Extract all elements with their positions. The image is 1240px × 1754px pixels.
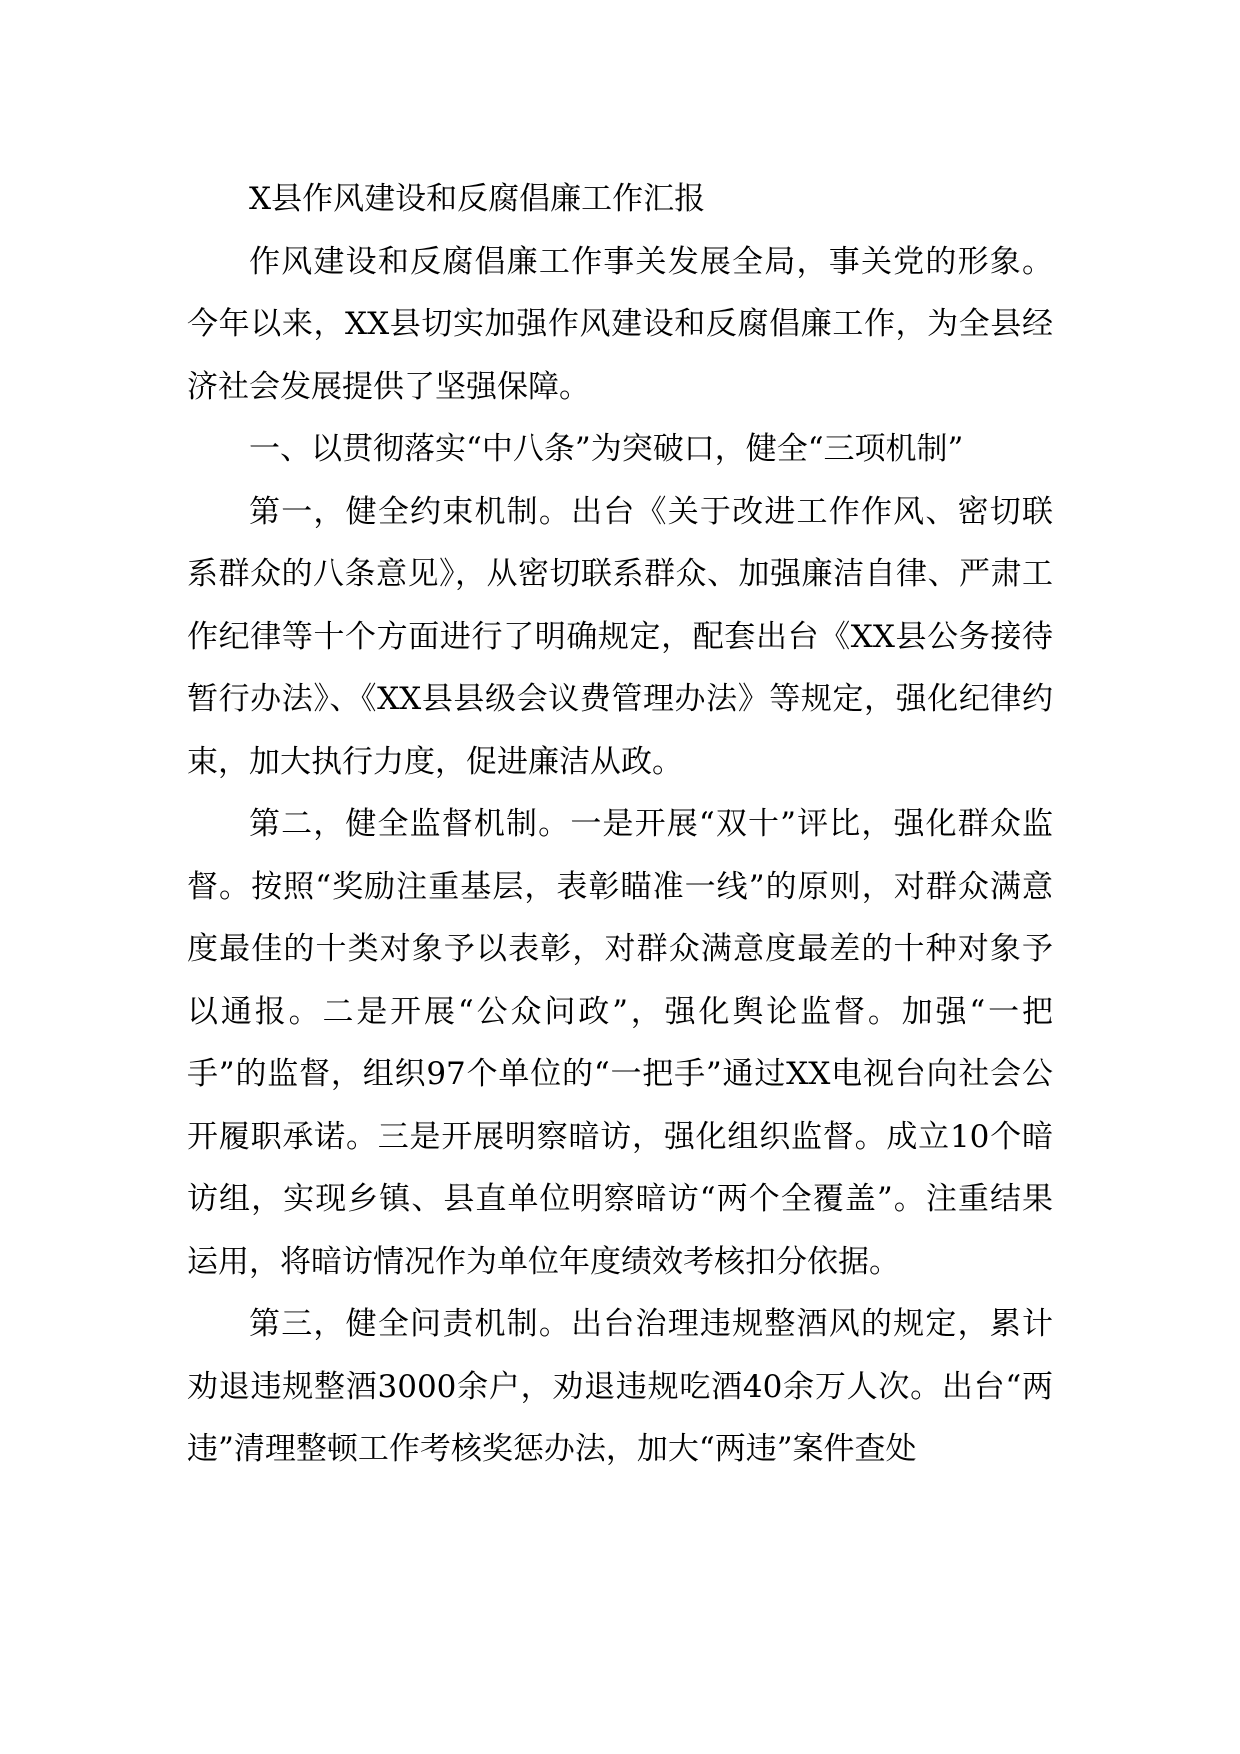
- document-title: X县作风建设和反腐倡廉工作汇报: [249, 181, 706, 217]
- paragraph-supervision-mechanism: 第二，健全监督机制。一是开展“双十”评比，强化群众监督。按照“奖励注重基层，表彰瞄准一线”的原则，对群众满意度最佳的十类对象予以表彰，对群众满意度最差的十种对象予以通报。二是开展“公众问政”，强化舆论监督。加强“一把手”的监督，组织97个单位的“一把手”通过XX电视台向社会公开履职承诺。三是开展明察暗访，强化组织监督。成立10个暗访组，实现乡镇、县直单位明察暗访“两个全覆盖”。注重结果运用，将暗访情况作为单位年度绩效考核扣分依据。: [187, 806, 1053, 1280]
- paragraph-accountability-mechanism: 第三，健全问责机制。出台治理违规整酒风的规定，累计劝退违规整酒3000余户，劝退违规吃酒40余万人次。出台“两违”清理整顿工作考核奖惩办法，加大“两违”案件查处: [187, 1306, 1053, 1467]
- section-heading-one: 一、以贯彻落实“中八条”为突破口，健全“三项机制”: [249, 431, 964, 467]
- paragraph-constraint-mechanism: 第一，健全约束机制。出台《关于改进工作作风、密切联系群众的八条意见》，从密切联系群众、加强廉洁自律、严肃工作纪律等十个方面进行了明确规定，配套出台《XX县公务接待暂行办法》、《XX县县级会议费管理办法》等规定，强化纪律约束，加大执行力度，促进廉洁从政。: [187, 493, 1053, 780]
- document-body: [187, 168, 1053, 1481]
- intro-paragraph: 作风建设和反腐倡廉工作事关发展全局，事关党的形象。今年以来，XX县切实加强作风建设和反腐倡廉工作，为全县经济社会发展提供了坚强保障。: [187, 243, 1053, 405]
